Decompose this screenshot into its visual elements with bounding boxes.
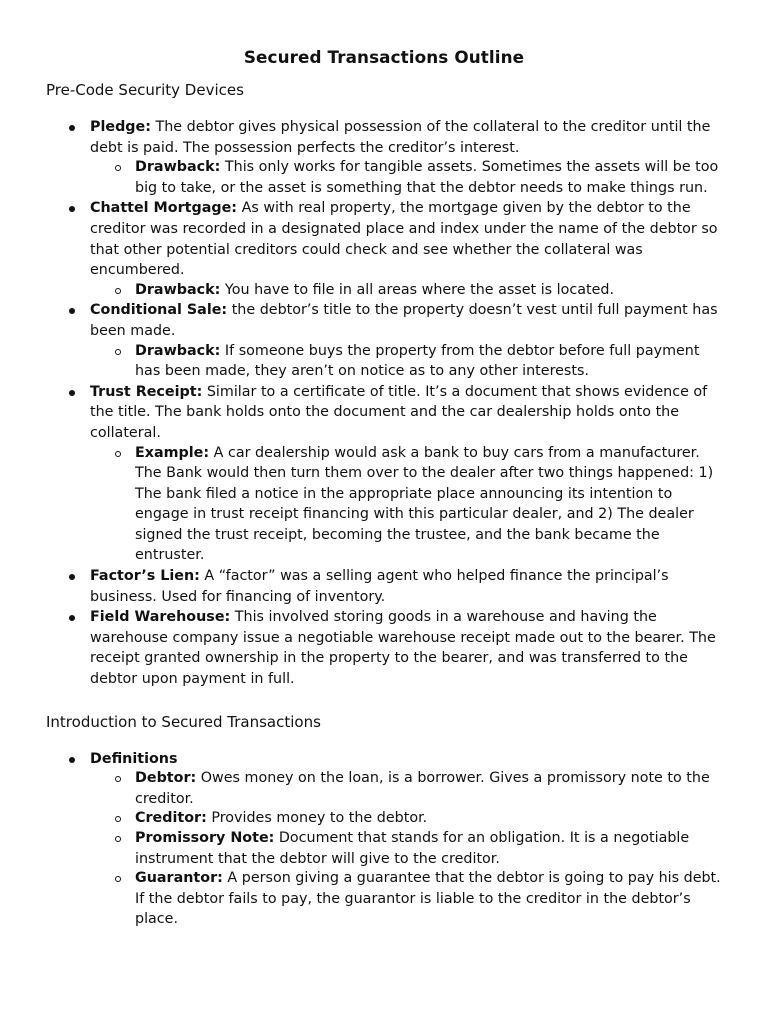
term-label: Creditor: (135, 810, 207, 827)
list-item-conditional-sale (90, 300, 722, 381)
definition-promissory-note (135, 828, 722, 869)
list-item-pledge (90, 117, 722, 198)
item-text: As with real property, the mortgage given by the debtor to the creditor was recorded in a designated place and index under the name of the debtor so that other potential creditors could check and see whether the collateral was encumbered. (90, 200, 718, 279)
item-text: This involved storing goods in a warehouse and having the warehouse company issue a negotiable warehouse receipt made out to the bearer. The receipt granted ownership in the property to the bearer, and was transferred to the debtor upon payment in full. (90, 609, 716, 688)
definition-guarantor (135, 868, 722, 930)
pre-code-device-list (46, 117, 722, 690)
item-text: The debtor gives physical possession of the collateral to the creditor until the debt is paid. The possession perfects the creditor’s interest. (90, 119, 711, 156)
item-text: the debtor’s title to the property doesn’t vest until full payment has been made. (90, 302, 718, 339)
sub-item-drawback (135, 157, 722, 198)
term-label: Drawback: (135, 281, 221, 298)
section-heading-pre-code: Pre-Code Security Devices (46, 81, 244, 99)
definition-debtor (135, 768, 722, 809)
item-text: Document that stands for an obligation. It is a negotiable instrument that the debtor will give to the creditor. (135, 830, 690, 867)
section-heading-introduction: Introduction to Secured Transactions (46, 712, 321, 731)
item-text: Owes money on the loan, is a borrower. Gives a promissory note to the creditor. (135, 770, 710, 807)
term-label: Debtor: (135, 770, 197, 787)
term-label: Definitions (90, 750, 178, 767)
term-label: Conditional Sale: (90, 302, 228, 319)
term-label: Guarantor: (135, 870, 223, 887)
term-label: Trust Receipt: (90, 383, 203, 400)
term-label: Drawback: (135, 159, 221, 176)
sub-item-drawback (135, 341, 722, 382)
definitions-sub-list (90, 768, 722, 930)
item-text: This only works for tangible assets. Sometimes the assets will be too big to take, or the asset is something that the debtor needs to make things run. (135, 159, 719, 196)
sub-item-example (135, 443, 722, 567)
list-item-field-warehouse (90, 607, 722, 689)
definition-creditor (135, 808, 722, 829)
item-text: A car dealership would ask a bank to buy cars from a manufacturer. The Bank would then turn them over to the dealer after two things happened: 1) The bank filed a notice in the appropriate place announcing its intention to engage in trust receipt financing with this particular dealer, and 2) The dealer signed the trust receipt, becoming the trustee, and the bank became the entruster. (135, 444, 714, 564)
document-title: Secured Transactions Outline (243, 47, 525, 67)
sub-list (90, 341, 722, 382)
list-item-factors-lien (90, 566, 722, 607)
term-label: Chattel Mortgage: (90, 200, 238, 217)
term-label: Promissory Note: (135, 830, 275, 846)
sub-item-drawback (135, 280, 722, 301)
term-label: Field Warehouse: (90, 609, 231, 626)
introduction-list (46, 749, 722, 930)
list-item-chattel-mortgage (90, 198, 722, 300)
sub-list (90, 443, 722, 567)
sub-list (90, 157, 722, 198)
list-item-definitions (90, 749, 722, 930)
term-label: Example: (135, 444, 210, 461)
item-text: A person giving a guarantee that the debtor is going to pay his debt. If the debtor fails to pay, the guarantor is liable to the creditor in the debtor’s place. (135, 870, 721, 928)
item-text: Similar to a certificate of title. It’s a document that shows evidence of the title. The bank holds onto the document and the car dealership holds onto the collateral. (90, 383, 708, 441)
list-item-trust-receipt (90, 382, 722, 566)
item-text: A “factor” was a selling agent who helped finance the principal’s business. Used for financing of inventory. (90, 568, 669, 605)
term-label: Pledge: (90, 119, 151, 135)
item-text: Provides money to the debtor. (206, 810, 428, 827)
sub-list (90, 280, 722, 301)
item-text: You have to file in all areas where the asset is located. (220, 281, 615, 298)
term-label: Factor’s Lien: (90, 568, 200, 585)
term-label: Drawback: (135, 342, 221, 359)
item-text: If someone buys the property from the debtor before full payment has been made, they aren’t on notice as to any other interests. (135, 342, 700, 380)
